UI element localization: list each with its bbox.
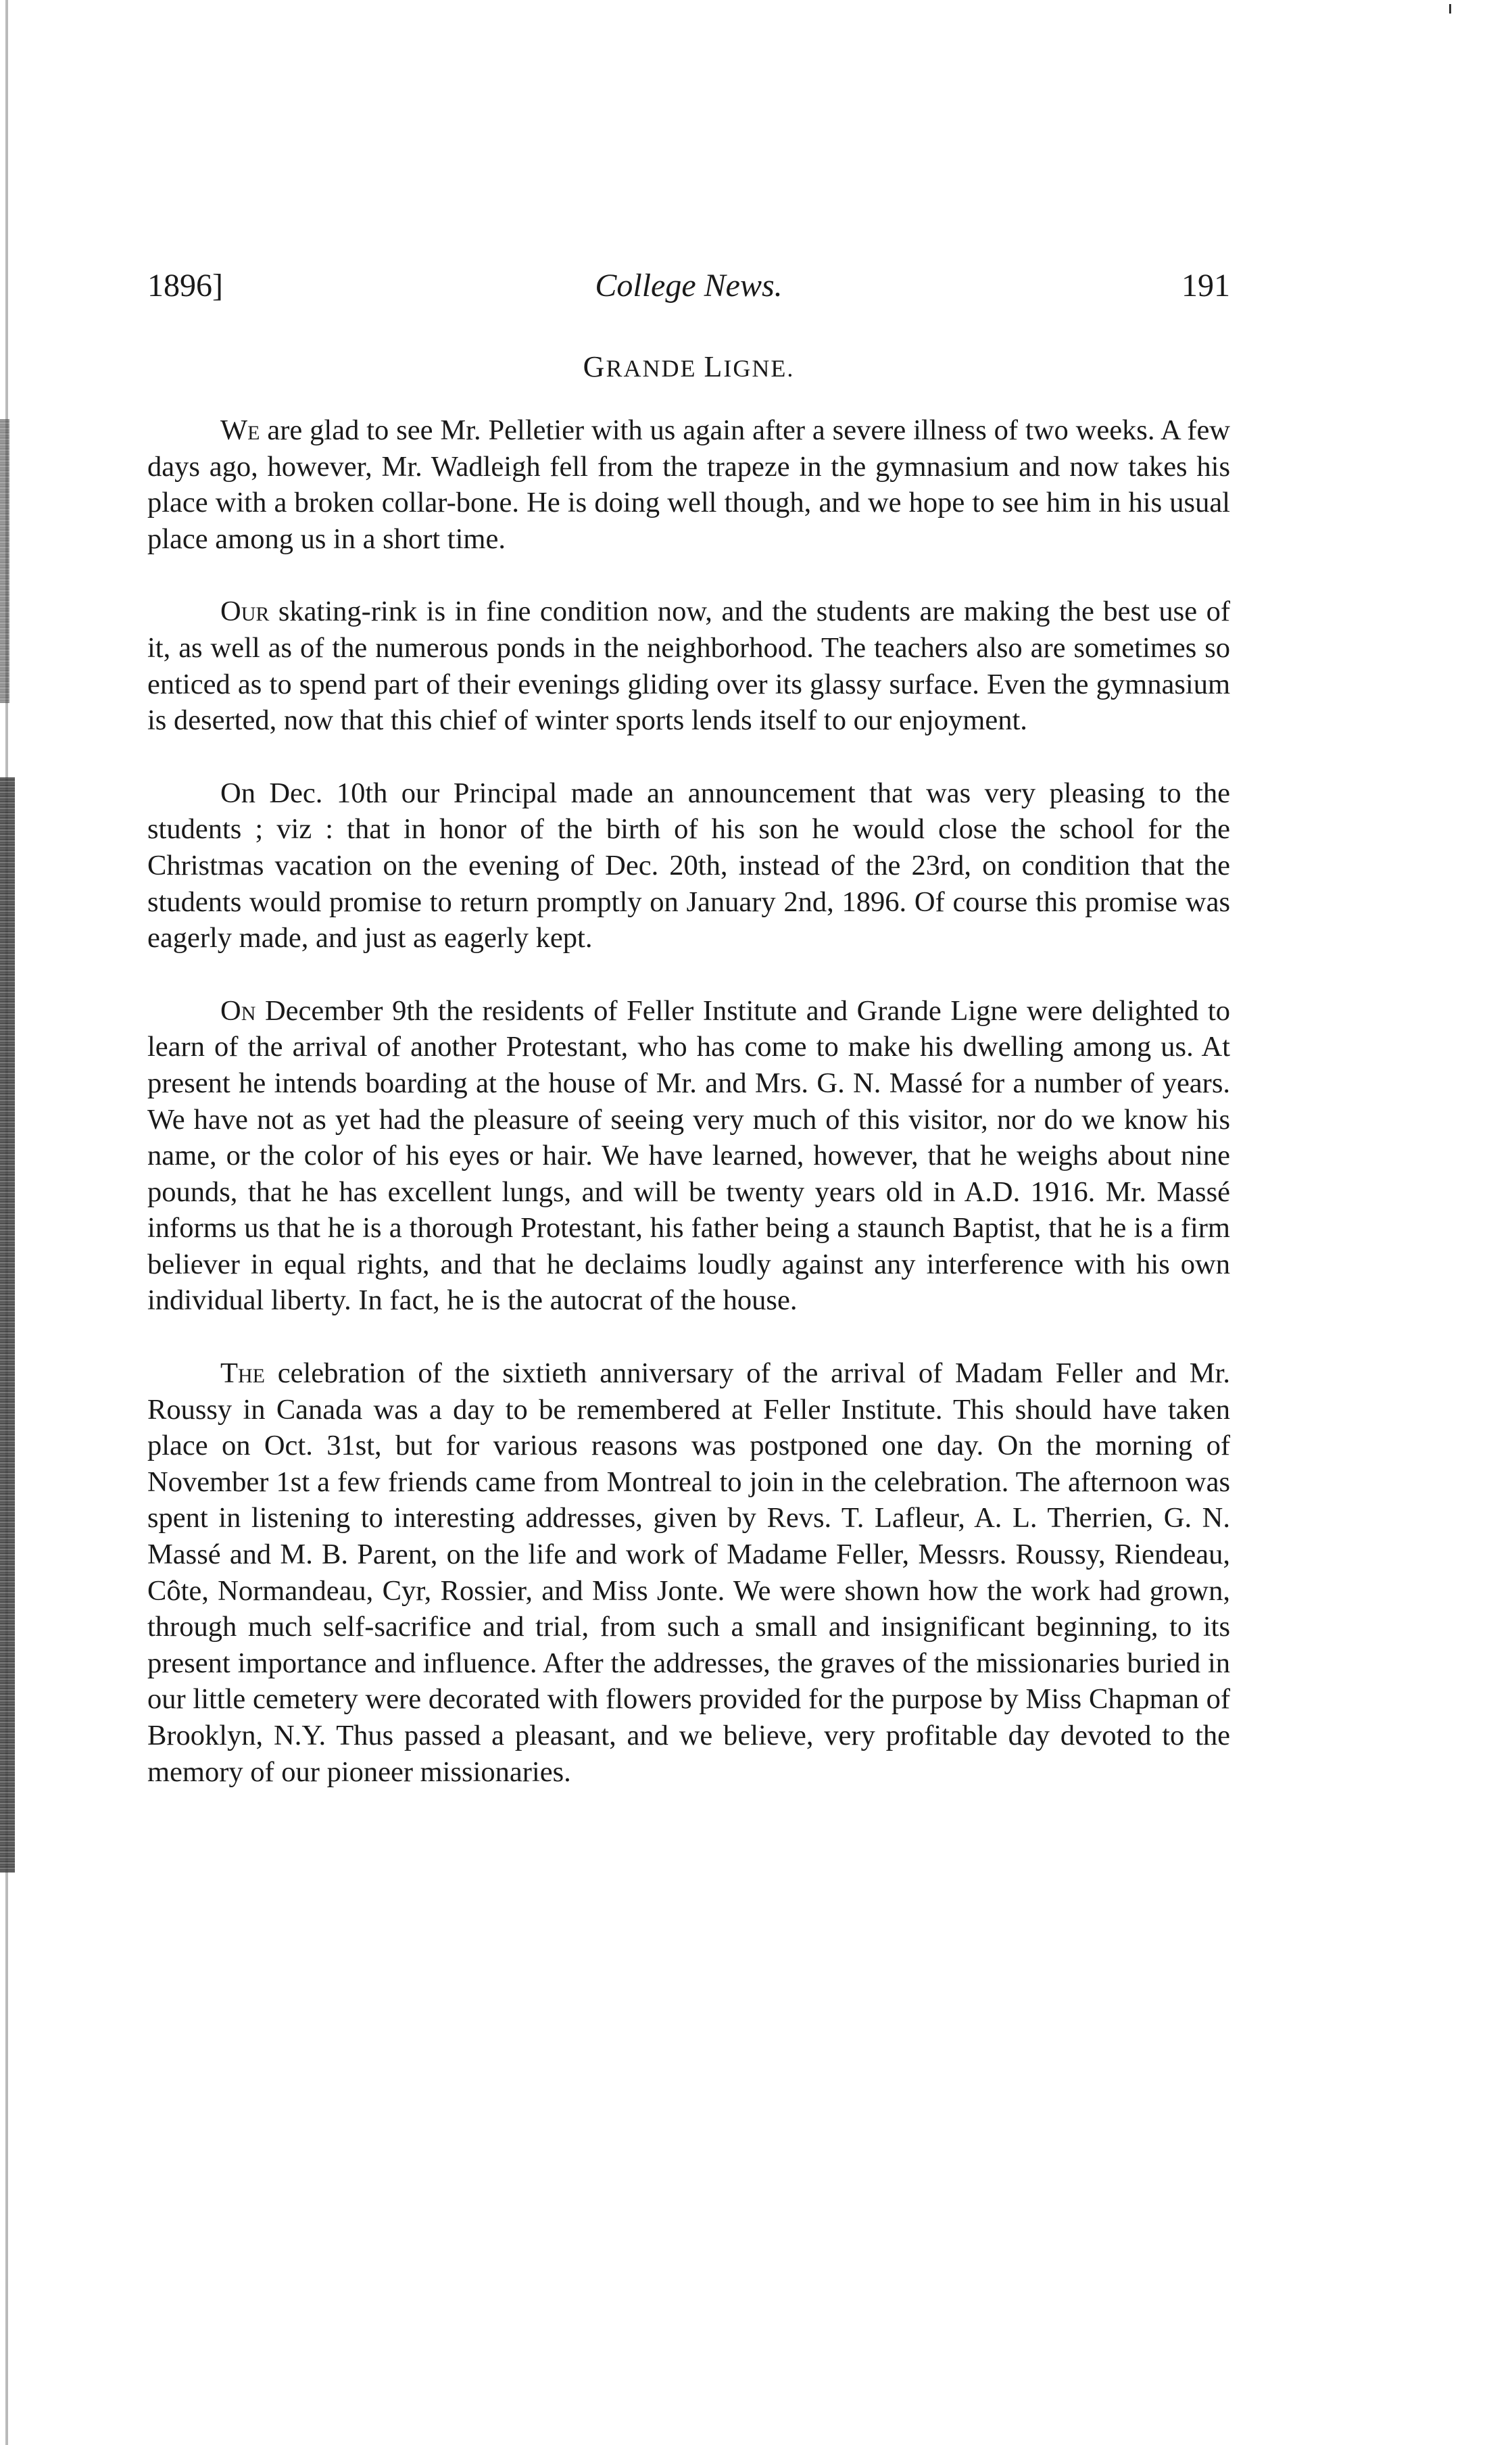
article-body xyxy=(147,412,1230,1790)
paragraph-text: are glad to see Mr. Pelletier with us again after a severe illness of two weeks. A few days ago, however, Mr. Wadleigh fell from the trapeze in the gymnasium and now takes his place with a broken collar-bone. He is doing well though, and we hope to see him in his usual place among us in a short time. xyxy=(147,414,1230,555)
paragraph-text: celebration of the sixtieth anniversary of the arrival of Madam Feller and Mr. Roussy in Canada was a day to be remembered at Feller Institute. This should have taken place on Oct. 31st, but for various reasons was postponed one day. On the morning of November 1st a few friends came from Montreal to join in the celebration. The afternoon was spent in listening to interesting addresses, given by Revs. T. Lafleur, A. L. Therrien, G. N. Massé and M. B. Parent, on the life and work of Madame Feller, Messrs. Roussy, Riendeau, Côte, Normandeau, Cyr, Rossier, and Miss Jonte. We were shown how the work had grown, through much self-sacrifice and trial, from such a small and insignificant beginning, to its present importance and influence. After the addresses, the graves of the missionaries buried in our little cemetery were decorated with flowers provided for the purpose by Miss Chapman of Brooklyn, N.Y. Thus passed a pleasant, and we believe, very profitable day devoted to the memory of our pioneer missionaries. xyxy=(147,1357,1230,1788)
paragraph-arrival xyxy=(147,993,1230,1319)
paragraph-lead: On xyxy=(220,994,256,1027)
paragraph-skating-rink xyxy=(147,594,1230,738)
paragraph-pelletier xyxy=(147,412,1230,557)
header-title: College News. xyxy=(595,268,783,304)
paragraph-announcement xyxy=(147,775,1230,957)
paragraph-text: On Dec. 10th our Principal made an announcement that was very pleasing to the students ; viz : that in honor of the birth of his son he would close the school for the Christmas vacation on the evening of Dec. 20th, instead of the 23rd, on condition that the students would promise to return promptly on January 2nd, 1896. Of course this promise was eagerly made, and just as eagerly kept. xyxy=(147,777,1230,954)
page-number: 191 xyxy=(1181,268,1230,304)
heading-rest-2: IGNE. xyxy=(723,355,795,382)
paragraph-lead: The xyxy=(220,1357,265,1390)
paragraph-text: December 9th the residents of Feller Institute and Grande Ligne were delighted to learn of the arrival of another Protestant, who has come to make his dwelling among us. At present he intends boarding at the house of Mr. and Mrs. G. N. Massé for a number of years. We have not as yet had the pleasure of seeing very much of this visitor, nor do we know his name, or the color of his eyes or hair. We have learned, however, that he weighs about nine pounds, that he has excellent lungs, and will be twenty years old in A.D. 1916. Mr. Massé informs us that he is a thorough Protestant, his father being a staunch Baptist, that he is a firm believer in equal rights, and that he declaims loudly against any interference with his own individual liberty. In fact, he is the autocrat of the house. xyxy=(147,994,1230,1317)
paragraph-text: skating-rink is in fine condition now, and the students are making the best use of it, as well as of the numerous ponds in the neighborhood. The teachers also are sometimes so enticed as to spend part of their evenings gliding over its glassy surface. Even the gymnasium is deserted, now that this chief of winter sports lends itself to our enjoyment. xyxy=(147,596,1230,737)
header-year: 1896] xyxy=(147,268,223,304)
scan-speck xyxy=(1449,4,1451,14)
section-heading xyxy=(147,349,1230,384)
paragraph-lead: Our xyxy=(220,596,270,628)
scan-edge-shadow xyxy=(0,777,15,1872)
heading-cap-2: L xyxy=(704,350,724,383)
running-header xyxy=(147,267,1230,316)
scan-edge-shadow-upper xyxy=(0,419,9,703)
heading-rest-1: RANDE xyxy=(606,355,704,382)
paragraph-lead: We xyxy=(220,414,260,446)
paragraph-anniversary xyxy=(147,1355,1230,1790)
heading-cap-1: G xyxy=(583,350,606,383)
